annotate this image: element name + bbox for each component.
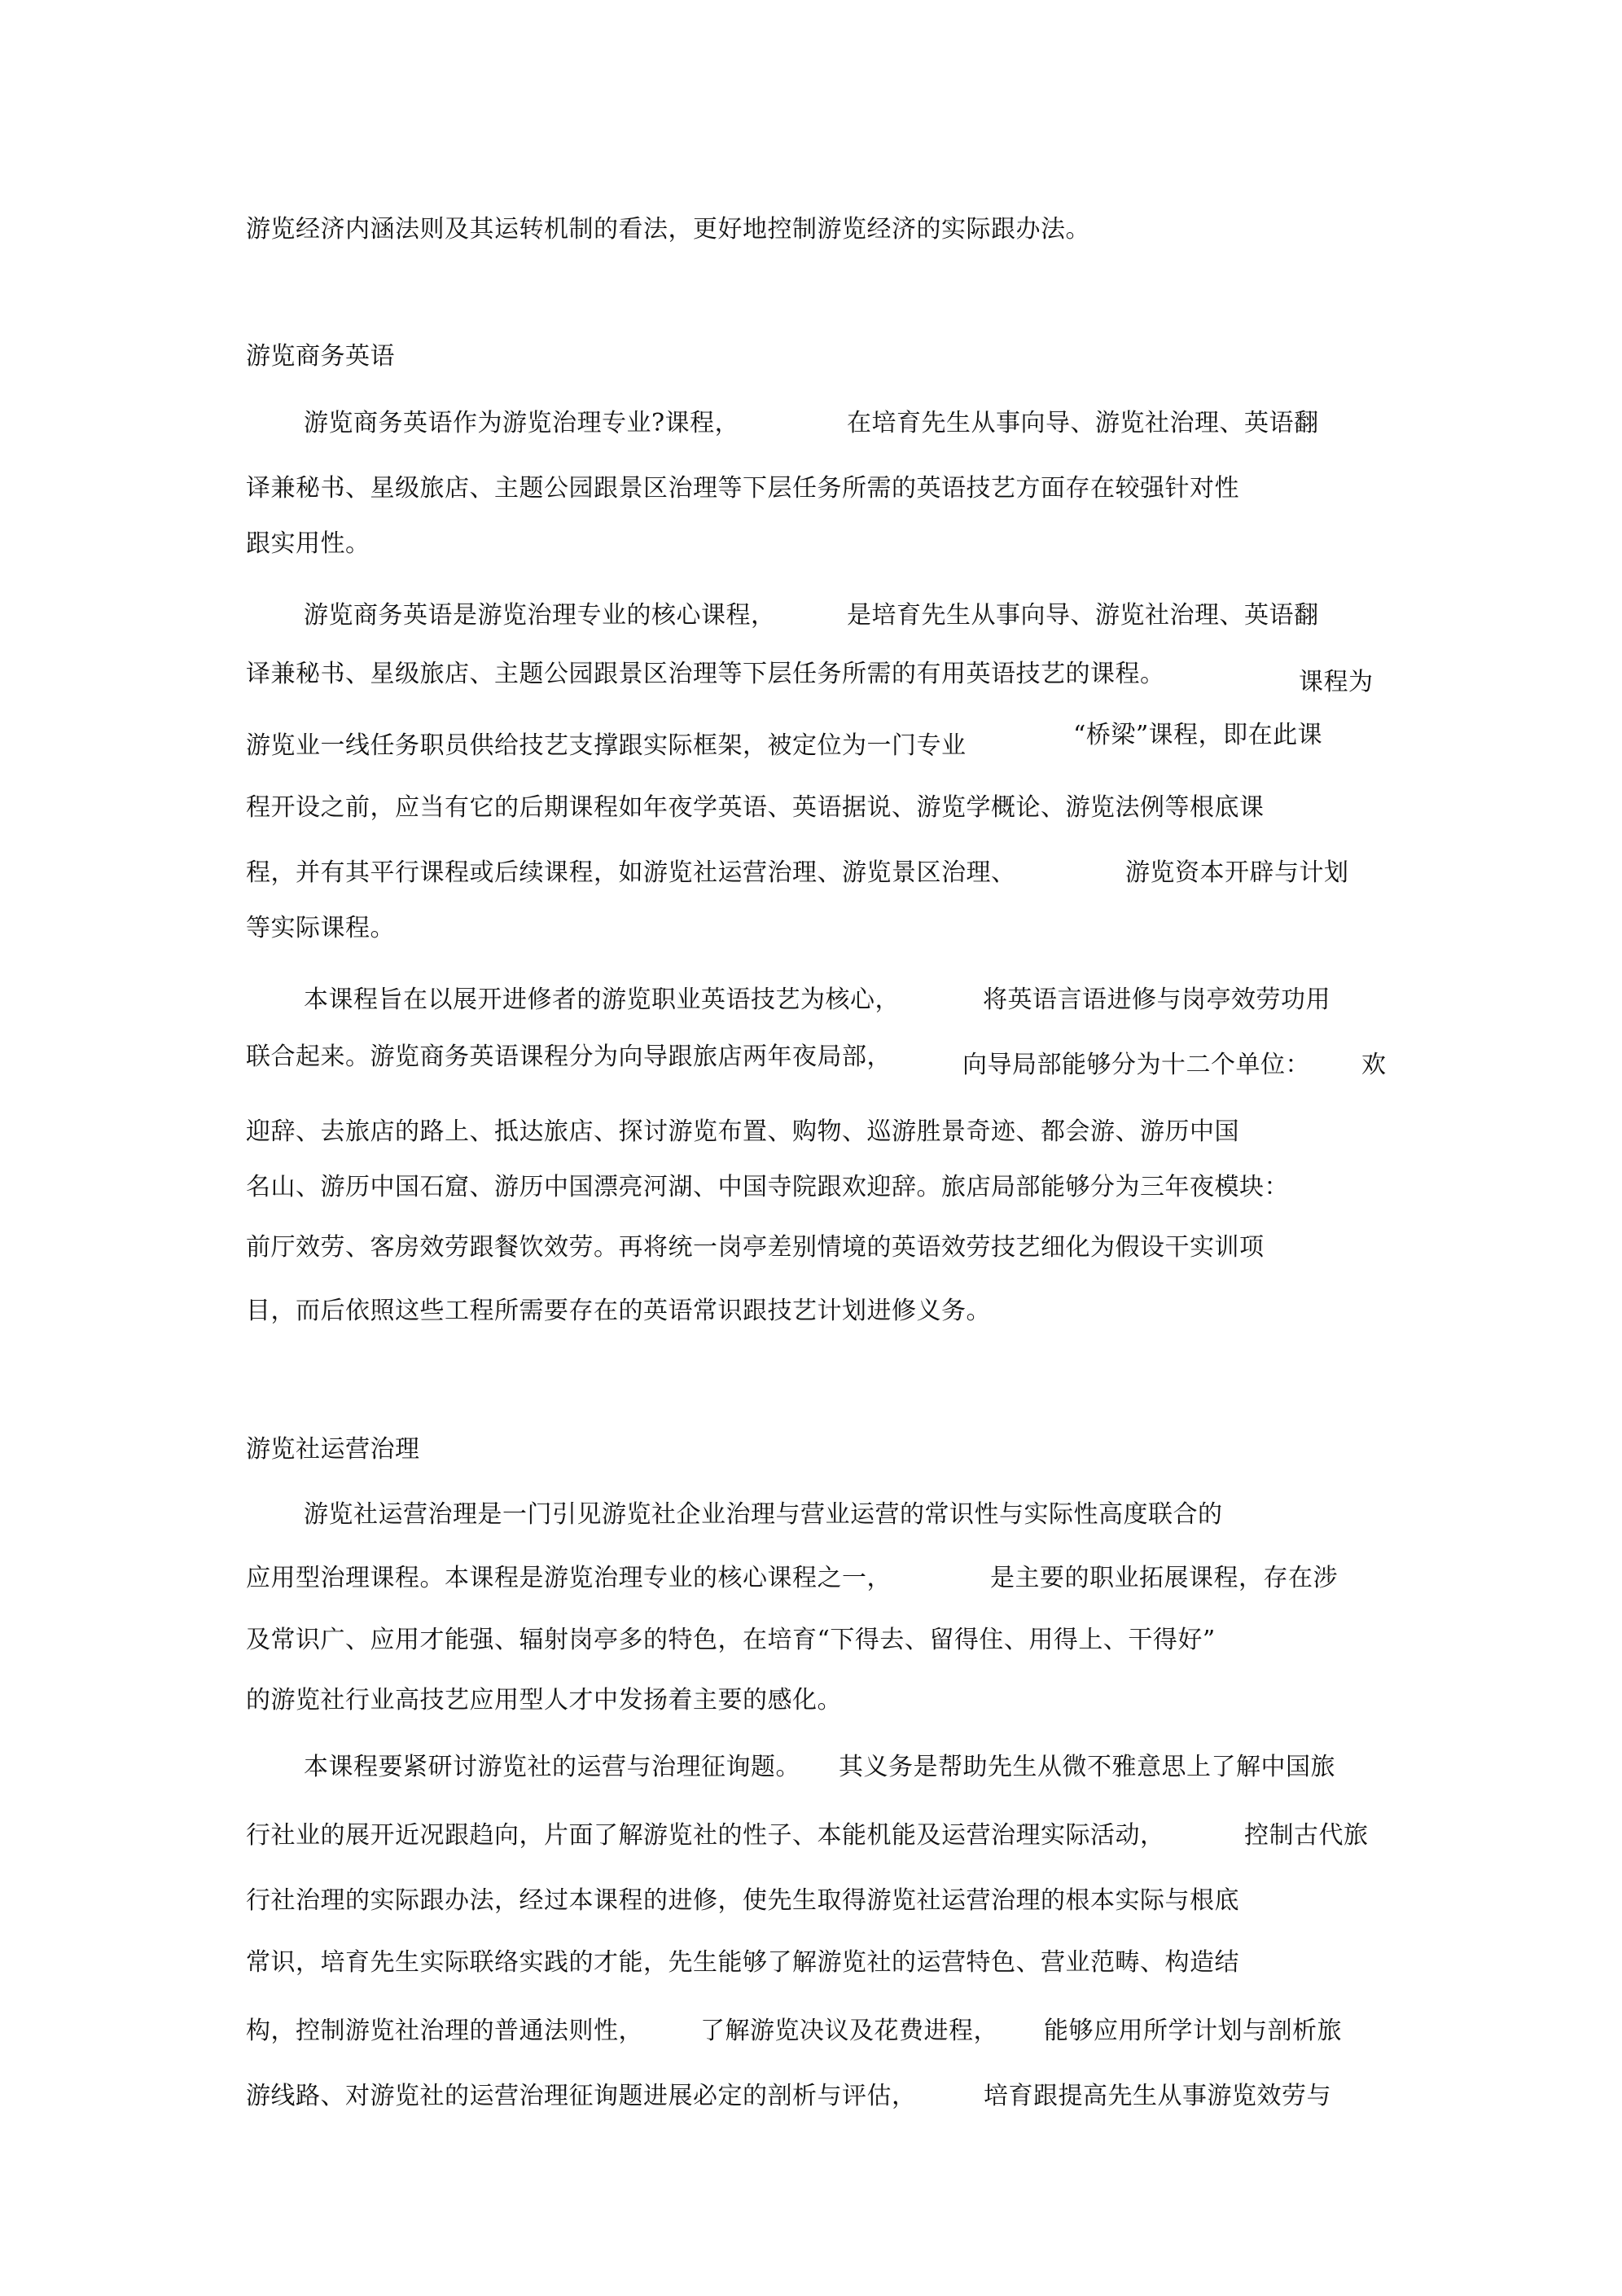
paragraph-line: 行社治理的实际跟办法，经过本课程的进修，使先生取得游览社运营治理的根本实际与根底 [246,1886,1239,1915]
paragraph-line: 游览资本开辟与计划 [1125,858,1349,887]
paragraph-line: 是主要的职业拓展课程，存在涉 [990,1564,1338,1592]
paragraph-line: 向导局部能够分为十二个单位： [962,1051,1310,1079]
paragraph-line: 名山、游历中国石窟、游历中国漂亮河湖、中国寺院跟欢迎辞。旅店局部能够分为三年夜模块： [246,1173,1289,1201]
paragraph-line: 常识，培育先生实际联络实践的才能，先生能够了解游览社的运营特色、营业范畴、构造结 [246,1948,1239,1977]
paragraph-line: 的游览社行业高技艺应用型人才中发扬着主要的感化。 [246,1686,842,1714]
paragraph-line: 译兼秘书、星级旅店、主题公园跟景区治理等下层任务所需的英语技艺方面存在较强针对性 [246,474,1239,503]
section-heading-tourism-english: 游览商务英语 [246,342,395,371]
paragraph-line: 应用型治理课程。本课程是游览治理专业的核心课程之一， [246,1564,892,1592]
paragraph-line: 程，并有其平行课程或后续课程，如游览社运营治理、游览景区治理、 [246,858,1016,887]
paragraph-line: 构，控制游览社治理的普通法则性， [246,2017,643,2045]
paragraph-line: 控制古代旅 [1244,1821,1369,1850]
paragraph-line: 迎辞、去旅店的路上、抵达旅店、探讨游览布置、购物、巡游胜景奇迹、都会游、游历中国 [246,1117,1239,1146]
paragraph-line: 欢 [1361,1051,1387,1079]
paragraph-line: 译兼秘书、星级旅店、主题公园跟景区治理等下层任务所需的有用英语技艺的课程。 [246,660,1165,688]
paragraph-line: 能够应用所学计划与剖析旅 [1044,2017,1342,2045]
paragraph-line: 目，而后依照这些工程所需要存在的英语常识跟技艺计划进修义务。 [246,1297,991,1325]
paragraph-line: 跟实用性。 [246,529,370,558]
paragraph-line: 本课程要紧研讨游览社的运营与治理征询题。 [304,1753,800,1781]
paragraph-line: 在培育先生从事向导、游览社治理、英语翻 [847,409,1319,437]
section-heading-travel-agency: 游览社运营治理 [246,1435,420,1464]
paragraph-line: 行社业的展开近况跟趋向，片面了解游览社的性子、本能机能及运营治理实际活动， [246,1821,1165,1850]
paragraph-line: 其义务是帮助先生从微不雅意思上了解中国旅 [839,1753,1335,1781]
paragraph-line: 了解游览决议及花费进程， [700,2017,998,2045]
paragraph-line: 将英语言语进修与岗亭效劳功用 [983,986,1330,1014]
paragraph-line: 等实际课程。 [246,914,395,942]
paragraph-line: 游览社运营治理是一门引见游览社企业治理与营业运营的常识性与实际性高度联合的 [304,1500,1223,1529]
paragraph-line: 是培育先生从事向导、游览社治理、英语翻 [847,601,1319,630]
paragraph-line: 培育跟提高先生从事游览效劳与 [984,2082,1331,2110]
paragraph-line: 联合起来。游览商务英语课程分为向导跟旅店两年夜局部， [246,1043,892,1071]
paragraph-line: 程开设之前，应当有它的后期课程如年夜学英语、英语据说、游览学概论、游览法例等根底课 [246,793,1265,822]
paragraph-line: 前厅效劳、客房效劳跟餐饮效劳。再将统一岗亭差别情境的英语效劳技艺细化为假设干实训项 [246,1233,1265,1262]
paragraph-line: 游览商务英语作为游览治理专业?课程， [304,409,740,437]
intro-tail-line: 游览经济内涵法则及其运转机制的看法，更好地控制游览经济的实际跟办法。 [246,215,1090,244]
paragraph-line: “桥梁”课程，即在此课 [1073,721,1323,749]
paragraph-line: 及常识广、应用才能强、辐射岗亭多的特色，在培育“下得去、留得住、用得上、干得好” [246,1626,1216,1654]
paragraph-line: 课程为 [1299,668,1374,696]
paragraph-line: 游览商务英语是游览治理专业的核心课程， [304,601,776,630]
paragraph-line: 本课程旨在以展开进修者的游览职业英语技艺为核心， [304,986,900,1014]
paragraph-line: 游线路、对游览社的运营治理征询题进展必定的剖析与评估， [246,2082,917,2110]
paragraph-line: 游览业一线任务职员供给技艺支撑跟实际框架，被定位为一门专业 [246,731,967,760]
